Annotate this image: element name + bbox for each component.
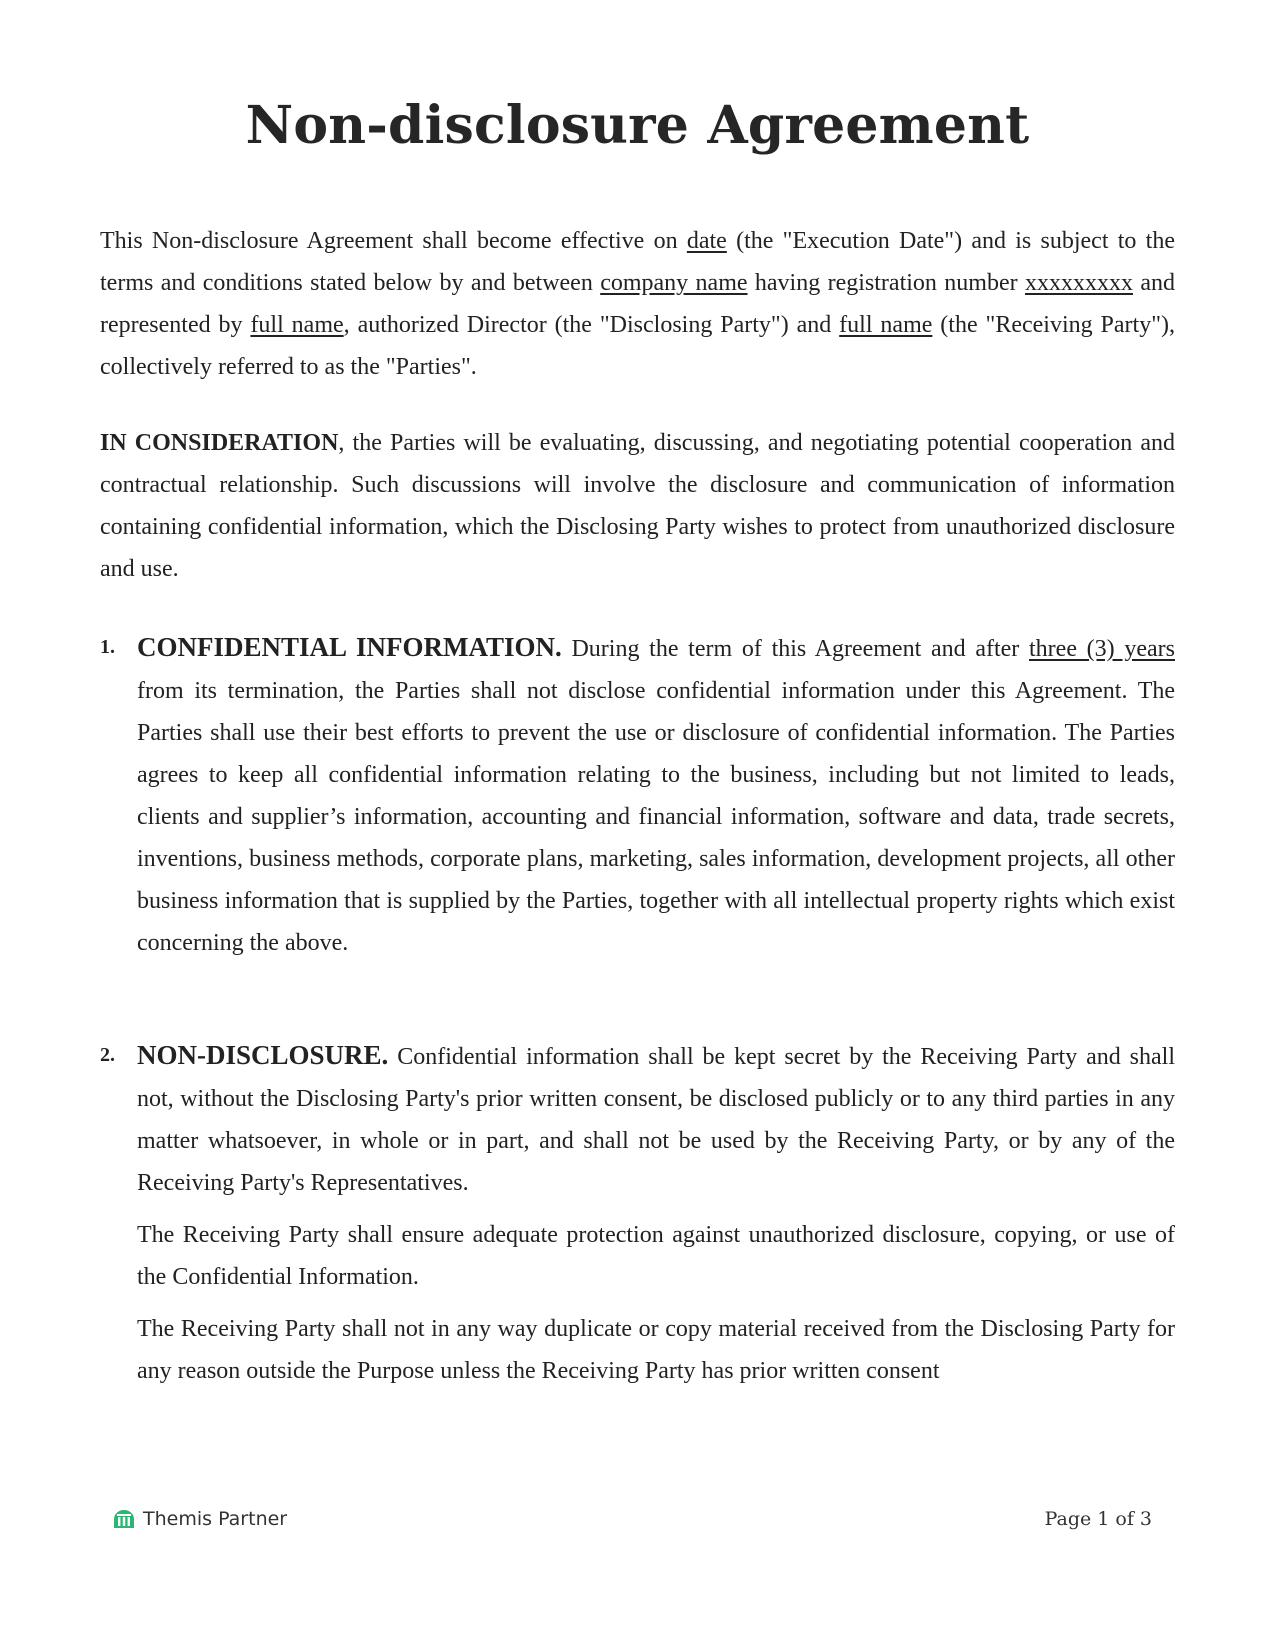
section-number: 1.	[100, 636, 115, 658]
intro-text-3: having registration number	[747, 270, 1025, 296]
section-paragraph	[137, 1034, 1175, 1204]
intro-text-5: , authorized Director (the "Disclosing Party") and	[343, 312, 840, 338]
section-paragraph	[137, 626, 1175, 964]
consideration-paragraph	[100, 422, 1175, 590]
director-name-field: full name	[250, 312, 344, 338]
section-non-disclosure	[100, 1034, 1175, 1392]
page-footer	[112, 1508, 1152, 1538]
brand-name: Themis Partner	[143, 1508, 288, 1530]
company-name-field: company name	[600, 270, 748, 296]
page-number: Page 1 of 3	[1044, 1508, 1152, 1530]
section-body	[137, 1034, 1175, 1392]
consideration-lead: IN CONSIDERATION	[100, 430, 339, 456]
intro-text-1: This Non-disclosure Agreement shall become effective on	[100, 228, 687, 254]
term-duration-field: three (3) years	[1029, 636, 1176, 662]
receiving-party-name-field: full name	[839, 312, 933, 338]
registration-number-field: xxxxxxxxx	[1024, 270, 1133, 296]
brand	[112, 1508, 287, 1530]
section-heading: CONFIDENTIAL INFORMATION.	[137, 632, 562, 662]
intro-text-2: (the "Execution Date") and is subject to the terms and conditions stated below by and between	[100, 228, 1176, 296]
section-text-1: During the term of this Agreement and after	[561, 636, 1029, 662]
section-body	[137, 626, 1175, 964]
section-confidential-information	[100, 626, 1175, 964]
intro-text-6: (the "Receiving Party"), collectively referred to as the "Parties".	[100, 312, 1175, 380]
themis-logo-icon	[112, 1508, 136, 1530]
document-title: Non-disclosure Agreement	[245, 95, 1030, 156]
section-paragraph-2: The Receiving Party shall ensure adequate protection against unauthorized disclosure, copying, or use of the Confidential Information.	[137, 1222, 1175, 1290]
consideration-text: , the Parties will be evaluating, discussing, and negotiating potential cooperation and contractual relationship. Such discussions will involve the disclosure and communication of information containing confidential information, which the Disclosing Party wishes to protect from unauthorized disclosure and use.	[100, 430, 1176, 582]
section-paragraph-3: The Receiving Party shall not in any way duplicate or copy material received from the Disclosing Party for any reason outside the Purpose unless the Receiving Party has prior written consent	[137, 1316, 1175, 1384]
section-text-1: Confidential information shall be kept secret by the Receiving Party and shall not, without the Disclosing Party's prior written consent, be disclosed publicly or to any third parties in any matter whatsoever, in whole or in part, and shall not be used by the Receiving Party, or by any of the Receiving Party's Representatives.	[137, 1044, 1175, 1196]
intro-text-4: and represented by	[100, 270, 1175, 338]
section-text-2: from its termination, the Parties shall not disclose confidential information under this Agreement. The Parties shall use their best efforts to prevent the use or disclosure of confidential information. The Parties agrees to keep all confidential information relating to the business, including but not limited to leads, clients and supplier’s information, accounting and financial information, software and data, trade secrets, inventions, business methods, corporate plans, marketing, sales information, development projects, all other business information that is supplied by the Parties, together with all intellectual property rights which exist concerning the above.	[137, 678, 1175, 956]
section-heading: NON-DISCLOSURE.	[137, 1040, 389, 1070]
intro-paragraph	[100, 220, 1175, 388]
section-number: 2.	[100, 1044, 115, 1066]
execution-date-field: date	[686, 228, 727, 254]
